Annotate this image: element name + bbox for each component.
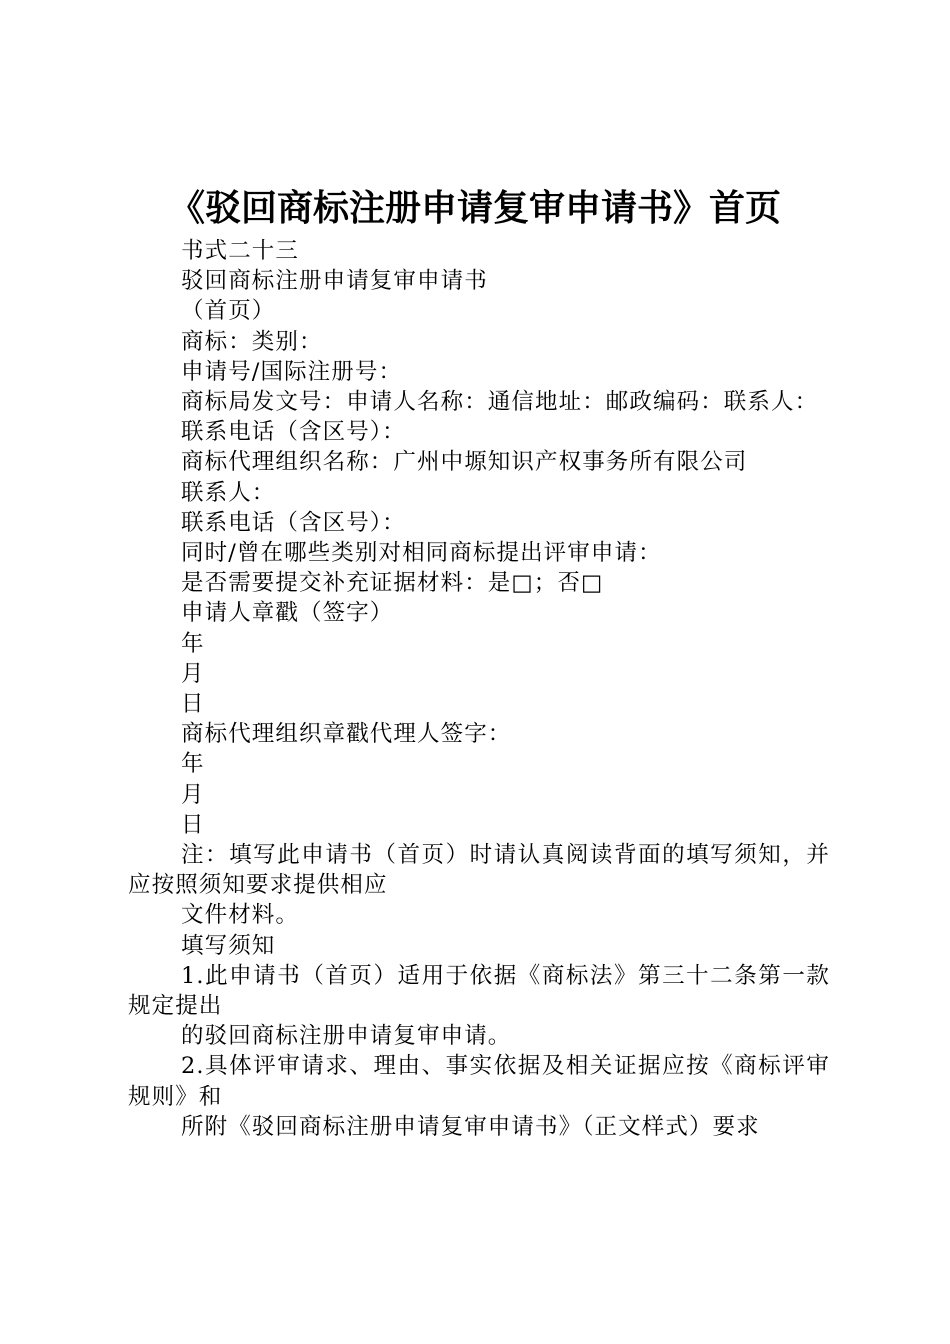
text-line: 注：填写此申请书（首页）时请认真阅读背面的填写须知，并应按照须知要求提供相应 bbox=[128, 842, 830, 899]
text-line: 商标代理组织名称：广州中塬知识产权事务所有限公司 bbox=[181, 449, 748, 476]
text-line: 日 bbox=[181, 691, 205, 718]
text-line: 2.具体评审请求、理由、事实依据及相关证据应按《商标评审规则》和 bbox=[128, 1053, 830, 1110]
text-line: 商标局发文号：申请人名称：通信地址：邮政编码：联系人： bbox=[181, 389, 819, 416]
text-line: 申请号/国际注册号： bbox=[181, 358, 403, 385]
text-line: 年 bbox=[181, 630, 205, 657]
text-line: 是否需要提交补充证据材料：是□；否□ bbox=[181, 570, 604, 597]
text-line: 年 bbox=[181, 751, 205, 778]
text-line: 联系人： bbox=[181, 479, 276, 506]
text-line: 文件材料。 bbox=[181, 902, 300, 929]
text-line: 商标：类别： bbox=[181, 328, 323, 355]
text-line: 驳回商标注册申请复审申请书 bbox=[181, 268, 488, 295]
text-line: （首页） bbox=[181, 298, 276, 325]
text-line: 申请人章戳（签字） bbox=[181, 600, 394, 627]
text-line: 月 bbox=[181, 781, 205, 808]
text-line: 填写须知 bbox=[181, 932, 276, 959]
page-title: 《驳回商标注册申请复审申请书》首页 bbox=[168, 187, 781, 229]
text-line: 书式二十三 bbox=[181, 238, 300, 264]
text-line: 联系电话（含区号）： bbox=[181, 509, 406, 536]
document-body bbox=[128, 236, 830, 1142]
text-line: 所附《驳回商标注册申请复审申请书》（正文样式）要求 bbox=[181, 1113, 760, 1140]
text-line: 商标代理组织章戳代理人签字： bbox=[181, 721, 512, 748]
text-line: 联系电话（含区号）： bbox=[181, 419, 406, 446]
text-line: 日 bbox=[181, 811, 205, 838]
text-line: 的驳回商标注册申请复审申请。 bbox=[181, 1023, 512, 1050]
text-line: 月 bbox=[181, 660, 205, 687]
text-line: 1.此申请书（首页）适用于依据《商标法》第三十二条第一款规定提出 bbox=[128, 962, 830, 1020]
text-line: 同时/曾在哪些类别对相同商标提出评审申请： bbox=[181, 540, 662, 567]
